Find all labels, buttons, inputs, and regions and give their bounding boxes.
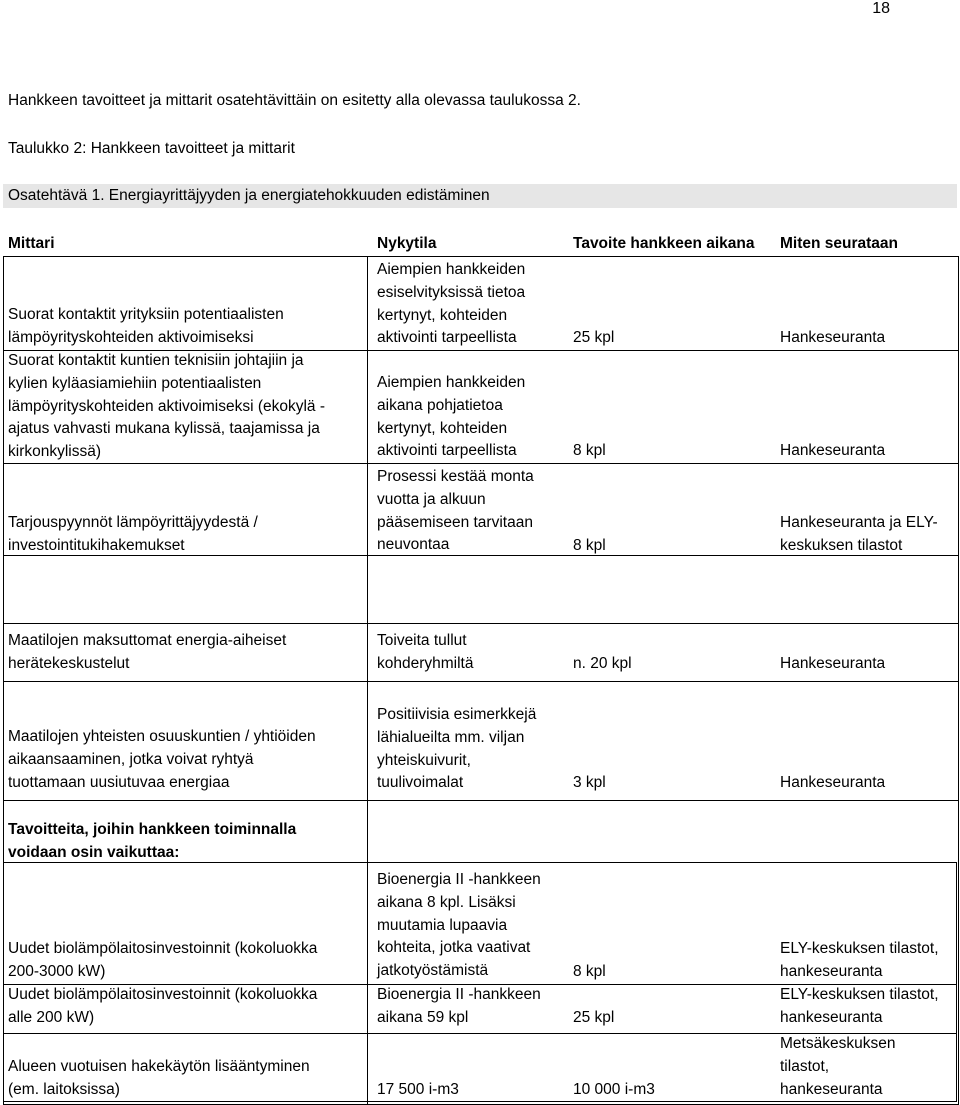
table-cell-mittari: Maatilojen maksuttomat energia-aiheiset herätekeskustelut — [8, 632, 287, 672]
table-cell-mittari: Suorat kontaktit kuntien teknisiin johtajiin ja kylien kyläasiamiehiin potentiaalisten lämpöyrityskohteiden aktivoimiseksi (ekokylä - ajatus vahvasti mukana kylissä, taajamissa ja kirkonkylissä) — [8, 352, 326, 461]
table-cell-mittari: Uudet biolämpölaitosinvestoinnit (kokoluokka 200-3000 kW) — [8, 940, 318, 980]
table-cell-nykytila: Bioenergia II -hankkeen aikana 59 kpl — [377, 986, 541, 1026]
table-cell-tavoite: n. 20 kpl — [573, 655, 632, 672]
page-number: 18 — [872, 0, 890, 17]
table-cell-nykytila: Bioenergia II -hankkeen aikana 8 kpl. Lisäksi muutamia lupaavia kohteita, jotka vaativat jatkotyöstämistä — [377, 871, 541, 980]
row-divider — [4, 623, 958, 624]
table-caption: Taulukko 2: Hankkeen tavoitteet ja mittarit — [8, 140, 295, 157]
column-divider — [367, 863, 368, 1101]
subheading: Tavoitteita, joihin hankkeen toiminnalla voidaan osin vaikuttaa: — [8, 821, 297, 861]
table-cell-tavoite: 8 kpl — [573, 537, 606, 554]
column-header-nykytila: Nykytila — [377, 235, 437, 252]
column-header-seuranta: Miten seurataan — [780, 235, 899, 252]
table-cell-seuranta: Hankeseuranta ja ELY- keskuksen tilastot — [780, 514, 938, 554]
table-cell-seuranta: ELY-keskuksen tilastot, hankeseuranta — [780, 986, 939, 1026]
table-cell-mittari: Alueen vuotuisen hakekäytön lisääntyminen (em. laitoksissa) — [8, 1058, 310, 1098]
column-header-tavoite: Tavoite hankkeen aikana — [573, 235, 755, 252]
table-cell-tavoite: 10 000 i-m3 — [573, 1081, 655, 1098]
table-cell-tavoite: 25 kpl — [573, 329, 615, 346]
table-cell-nykytila: Prosessi kestää monta vuotta ja alkuun pääsemiseen tarvitaan neuvontaa — [377, 468, 534, 554]
table-cell-mittari: Uudet biolämpölaitosinvestoinnit (kokoluokka alle 200 kW) — [8, 986, 318, 1026]
table-cell-nykytila: Aiempien hankkeiden aikana pohjatietoa kertynyt, kohteiden aktivointi tarpeellista — [377, 374, 526, 460]
row-divider — [4, 681, 958, 682]
table-cell-nykytila: Toiveita tullut kohderyhmiltä — [377, 632, 474, 672]
row-divider — [4, 800, 958, 801]
table-cell-mittari: Maatilojen yhteisten osuuskuntien / yhtiöiden aikaansaaminen, jotka voivat ryhtyä tuottamaan uusiutuvaa energiaa — [8, 728, 316, 791]
table-cell-mittari: Tarjouspyynnöt lämpöyrittäjyydestä / investointitukihakemukset — [8, 514, 258, 554]
section-header-bar — [3, 184, 957, 208]
table-cell-tavoite: 8 kpl — [573, 963, 606, 980]
table-cell-seuranta: Hankeseuranta — [780, 329, 886, 346]
table-cell-nykytila: Aiempien hankkeiden esiselvityksissä tietoa kertynyt, kohteiden aktivointi tarpeellista — [377, 261, 526, 347]
table-cell-tavoite: 3 kpl — [573, 774, 606, 791]
table-cell-seuranta: Hankeseuranta — [780, 655, 886, 672]
table-cell-seuranta: Metsäkeskuksen tilastot, hankeseuranta — [780, 1035, 896, 1098]
table-cell-seuranta: Hankeseuranta — [780, 442, 886, 459]
table-cell-seuranta: Hankeseuranta — [780, 774, 886, 791]
intro-paragraph: Hankkeen tavoitteet ja mittarit osatehtävittäin on esitetty alla olevassa taulukossa 2. — [8, 92, 581, 109]
table-cell-mittari: Suorat kontaktit yrityksiin potentiaalisten lämpöyrityskohteiden aktivoimiseksi — [8, 306, 284, 346]
table-cell-seuranta: ELY-keskuksen tilastot, hankeseuranta — [780, 940, 939, 980]
table-cell-nykytila: 17 500 i-m3 — [377, 1081, 459, 1098]
table-cell-nykytila: Positiivisia esimerkkejä lähialueilta mm. viljan yhteiskuivurit, tuulivoimalat — [377, 706, 537, 792]
table-cell-tavoite: 8 kpl — [573, 442, 606, 459]
column-header-mittari: Mittari — [8, 235, 55, 252]
table-cell-tavoite: 25 kpl — [573, 1009, 615, 1026]
section-title: Osatehtävä 1. Energiayrittäjyyden ja energiatehokkuuden edistäminen — [8, 187, 490, 204]
